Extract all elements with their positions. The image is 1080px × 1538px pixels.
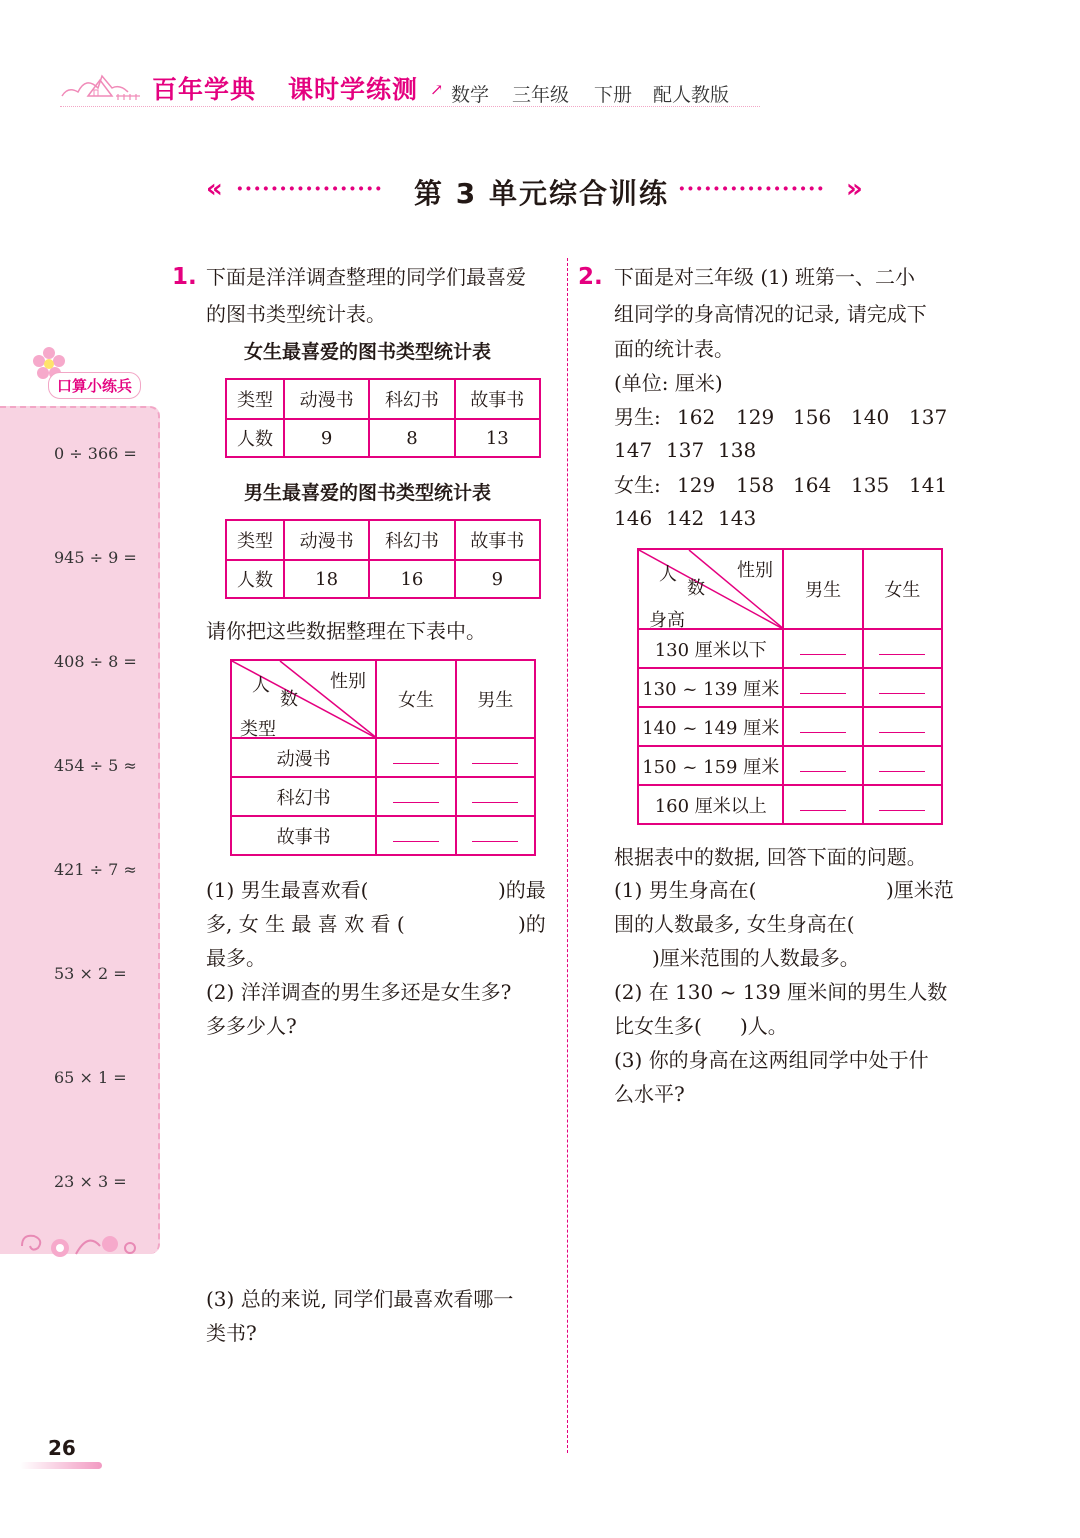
table-row-label: 140 ~ 149 厘米	[638, 707, 783, 746]
mental-math-item: 454 ÷ 5 ≈	[54, 756, 137, 775]
q1-girls-table	[225, 378, 541, 458]
height-value: 162	[677, 405, 716, 429]
answer-blank[interactable]	[783, 746, 862, 785]
answer-blank[interactable]	[863, 785, 942, 824]
q2-sub1-line1-b: )厘米范	[886, 878, 954, 902]
corner-mid-label-b: 数	[280, 689, 298, 710]
q2-number: 2.	[578, 264, 603, 290]
answer-blank[interactable]	[863, 668, 942, 707]
answer-blank[interactable]	[410, 876, 500, 904]
table-header-cell: 女生	[376, 660, 455, 738]
table-header-cell: 科幻书	[369, 379, 454, 419]
answer-blank[interactable]	[376, 816, 455, 855]
corner-top-label: 性别	[737, 560, 773, 581]
table-row-label: 人数	[226, 419, 284, 457]
diagonal-header-cell	[638, 549, 783, 629]
answer-blank[interactable]	[783, 707, 862, 746]
q1-sub1-line2-b: )的	[518, 912, 546, 936]
q2-sub1-line2: 围的人数最多, 女生身高在(	[614, 912, 855, 936]
mental-math-item: 945 ÷ 9 =	[54, 548, 137, 567]
mental-math-item: 408 ÷ 8 =	[54, 652, 137, 671]
q1-sub1-line1-a: (1) 男生最喜欢看(	[206, 878, 369, 902]
table-header-cell: 动漫书	[284, 379, 369, 419]
q2-sub1-line1-a: (1) 男生身高在(	[614, 878, 757, 902]
height-value: 164	[793, 473, 832, 497]
column-divider	[567, 258, 568, 1453]
table-header-cell: 男生	[456, 660, 535, 738]
answer-area[interactable]	[206, 1050, 556, 1270]
q1-sub3-line2: 类书?	[206, 1321, 257, 1345]
corner-top-label: 性别	[330, 671, 366, 692]
title-right-dots: ·················	[678, 176, 826, 202]
q1-intro-line1: 下面是洋洋调查整理的同学们最喜爱	[206, 265, 526, 289]
q2-sub3-line1: (3) 你的身高在这两组同学中处于什	[614, 1048, 929, 1072]
corner-bottom-label: 身高	[649, 610, 685, 631]
q2-intro-line2: 组同学的身高情况的记录, 请完成下	[614, 302, 927, 326]
q1-sub2-line1: (2) 洋洋调查的男生多还是女生多?	[206, 980, 512, 1004]
q2-sub1-line3: )厘米范围的人数最多。	[652, 946, 860, 970]
height-value: 147	[614, 438, 653, 462]
q2-unit: (单位: 厘米)	[614, 371, 723, 395]
height-value: 129	[736, 405, 775, 429]
volume: 下册	[594, 84, 633, 106]
title-left-chevron-icon: «	[206, 174, 223, 204]
table-row-label: 故事书	[231, 816, 376, 855]
corner-mid-label-a: 人	[252, 675, 270, 696]
corner-bottom-label: 类型	[240, 719, 276, 740]
unit-title: 第 3 单元综合训练	[414, 177, 669, 210]
height-value: 137	[909, 405, 948, 429]
sidebar-label: 口算小练兵	[48, 372, 141, 399]
table-row-label: 动漫书	[231, 738, 376, 777]
q1-girls-table-caption: 女生最喜爱的图书类型统计表	[244, 341, 492, 363]
table-header-cell: 动漫书	[284, 520, 369, 560]
table-row-label: 130 ~ 139 厘米	[638, 668, 783, 707]
q2-intro-line1: 下面是对三年级 (1) 班第一、二小	[614, 265, 916, 289]
grade: 三年级	[512, 84, 570, 106]
height-value: 156	[793, 405, 832, 429]
q2-girls-label: 女生:	[614, 473, 661, 497]
answer-blank[interactable]	[783, 629, 862, 668]
height-value: 135	[851, 473, 890, 497]
table-header-cell: 男生	[783, 549, 862, 629]
sidebar-panel	[0, 406, 160, 1254]
q1-number: 1.	[172, 264, 197, 290]
answer-blank[interactable]	[783, 668, 862, 707]
table-header-cell: 类型	[226, 379, 284, 419]
q1-sub2-line2: 多多少人?	[206, 1014, 297, 1038]
height-value: 158	[736, 473, 775, 497]
table-row-label: 160 厘米以上	[638, 785, 783, 824]
table-header-cell: 故事书	[455, 379, 540, 419]
page-number-bar	[20, 1462, 102, 1469]
mental-math-item: 23 × 3 =	[54, 1172, 127, 1191]
table-cell: 13	[455, 419, 540, 457]
height-value: 142	[666, 506, 705, 530]
q2-intro-line3: 面的统计表。	[614, 337, 734, 361]
table-row-label: 人数	[226, 560, 284, 598]
answer-blank[interactable]	[456, 738, 535, 777]
height-value: 138	[718, 438, 757, 462]
answer-blank[interactable]	[892, 910, 962, 938]
q1-sub1-line1-b: )的最	[498, 878, 546, 902]
title-right-chevron-icon: »	[846, 174, 863, 204]
answer-blank[interactable]	[420, 910, 510, 938]
table-header-cell: 故事书	[455, 520, 540, 560]
answer-blank[interactable]	[376, 777, 455, 816]
q1-sub1-line2-a: 多, 女 生 最 喜 欢 看 (	[206, 912, 405, 936]
table-header-cell: 科幻书	[369, 520, 454, 560]
height-value: 143	[718, 506, 757, 530]
answer-blank[interactable]	[863, 629, 942, 668]
table-row-label: 150 ~ 159 厘米	[638, 746, 783, 785]
corner-mid-label-b: 数	[687, 578, 705, 599]
height-value: 141	[909, 473, 948, 497]
q2-boys-label: 男生:	[614, 405, 661, 429]
answer-area[interactable]	[614, 1118, 964, 1418]
answer-blank[interactable]	[376, 738, 455, 777]
q1-boys-table-caption: 男生最喜爱的图书类型统计表	[244, 482, 492, 504]
header-underline	[60, 104, 760, 107]
sidebar-swirl-decoration-icon	[16, 1226, 146, 1266]
height-value: 129	[677, 473, 716, 497]
table-cell: 9	[455, 560, 540, 598]
table-header-cell: 女生	[863, 549, 942, 629]
table-cell: 8	[369, 419, 454, 457]
series-name: 课时学练测	[288, 75, 419, 104]
q1-sub1-line3: 最多。	[206, 946, 266, 970]
answer-blank[interactable]	[456, 777, 535, 816]
q1-boys-table	[225, 519, 541, 599]
title-left-dots: ·················	[236, 176, 384, 202]
q2-sub2-line1: (2) 在 130 ~ 139 厘米间的男生人数	[614, 980, 948, 1004]
table-cell: 16	[369, 560, 454, 598]
table-cell: 9	[284, 419, 369, 457]
mental-math-item: 421 ÷ 7 ≈	[54, 860, 137, 879]
table-cell: 18	[284, 560, 369, 598]
answer-blank[interactable]	[863, 707, 942, 746]
q1-sub3-line1: (3) 总的来说, 同学们最喜欢看哪一	[206, 1287, 514, 1311]
page-number: 26	[48, 1436, 76, 1460]
brand-name: 百年学典	[152, 75, 257, 104]
mental-math-item: 65 × 1 =	[54, 1068, 127, 1087]
answer-blank[interactable]	[780, 876, 886, 904]
answer-blank[interactable]	[863, 746, 942, 785]
q2-answer-intro: 根据表中的数据, 回答下面的问题。	[614, 845, 927, 869]
mental-math-item: 53 × 2 =	[54, 964, 127, 983]
answer-blank[interactable]	[783, 785, 862, 824]
mental-math-item: 0 ÷ 366 =	[54, 444, 137, 463]
q2-sub2-line2: 比女生多( )人。	[614, 1014, 788, 1038]
answer-blank[interactable]	[456, 816, 535, 855]
height-value: 137	[666, 438, 705, 462]
arrow-icon: ↗	[430, 80, 444, 99]
diagonal-header-cell	[231, 660, 376, 738]
q1-instruction: 请你把这些数据整理在下表中。	[206, 619, 486, 643]
table-row-label: 科幻书	[231, 777, 376, 816]
height-value: 140	[851, 405, 890, 429]
header-logo-house-icon	[58, 66, 142, 106]
q1-summary-table	[230, 659, 536, 856]
table-header-cell: 类型	[226, 520, 284, 560]
height-value: 146	[614, 506, 653, 530]
table-row-label: 130 厘米以下	[638, 629, 783, 668]
q1-intro-line2: 的图书类型统计表。	[206, 302, 386, 326]
edition: 配人教版	[653, 84, 730, 106]
q2-height-table	[637, 548, 943, 825]
q2-sub3-line2: 么水平?	[614, 1082, 685, 1106]
corner-mid-label-a: 人	[659, 564, 677, 585]
subject: 数学	[451, 84, 490, 106]
